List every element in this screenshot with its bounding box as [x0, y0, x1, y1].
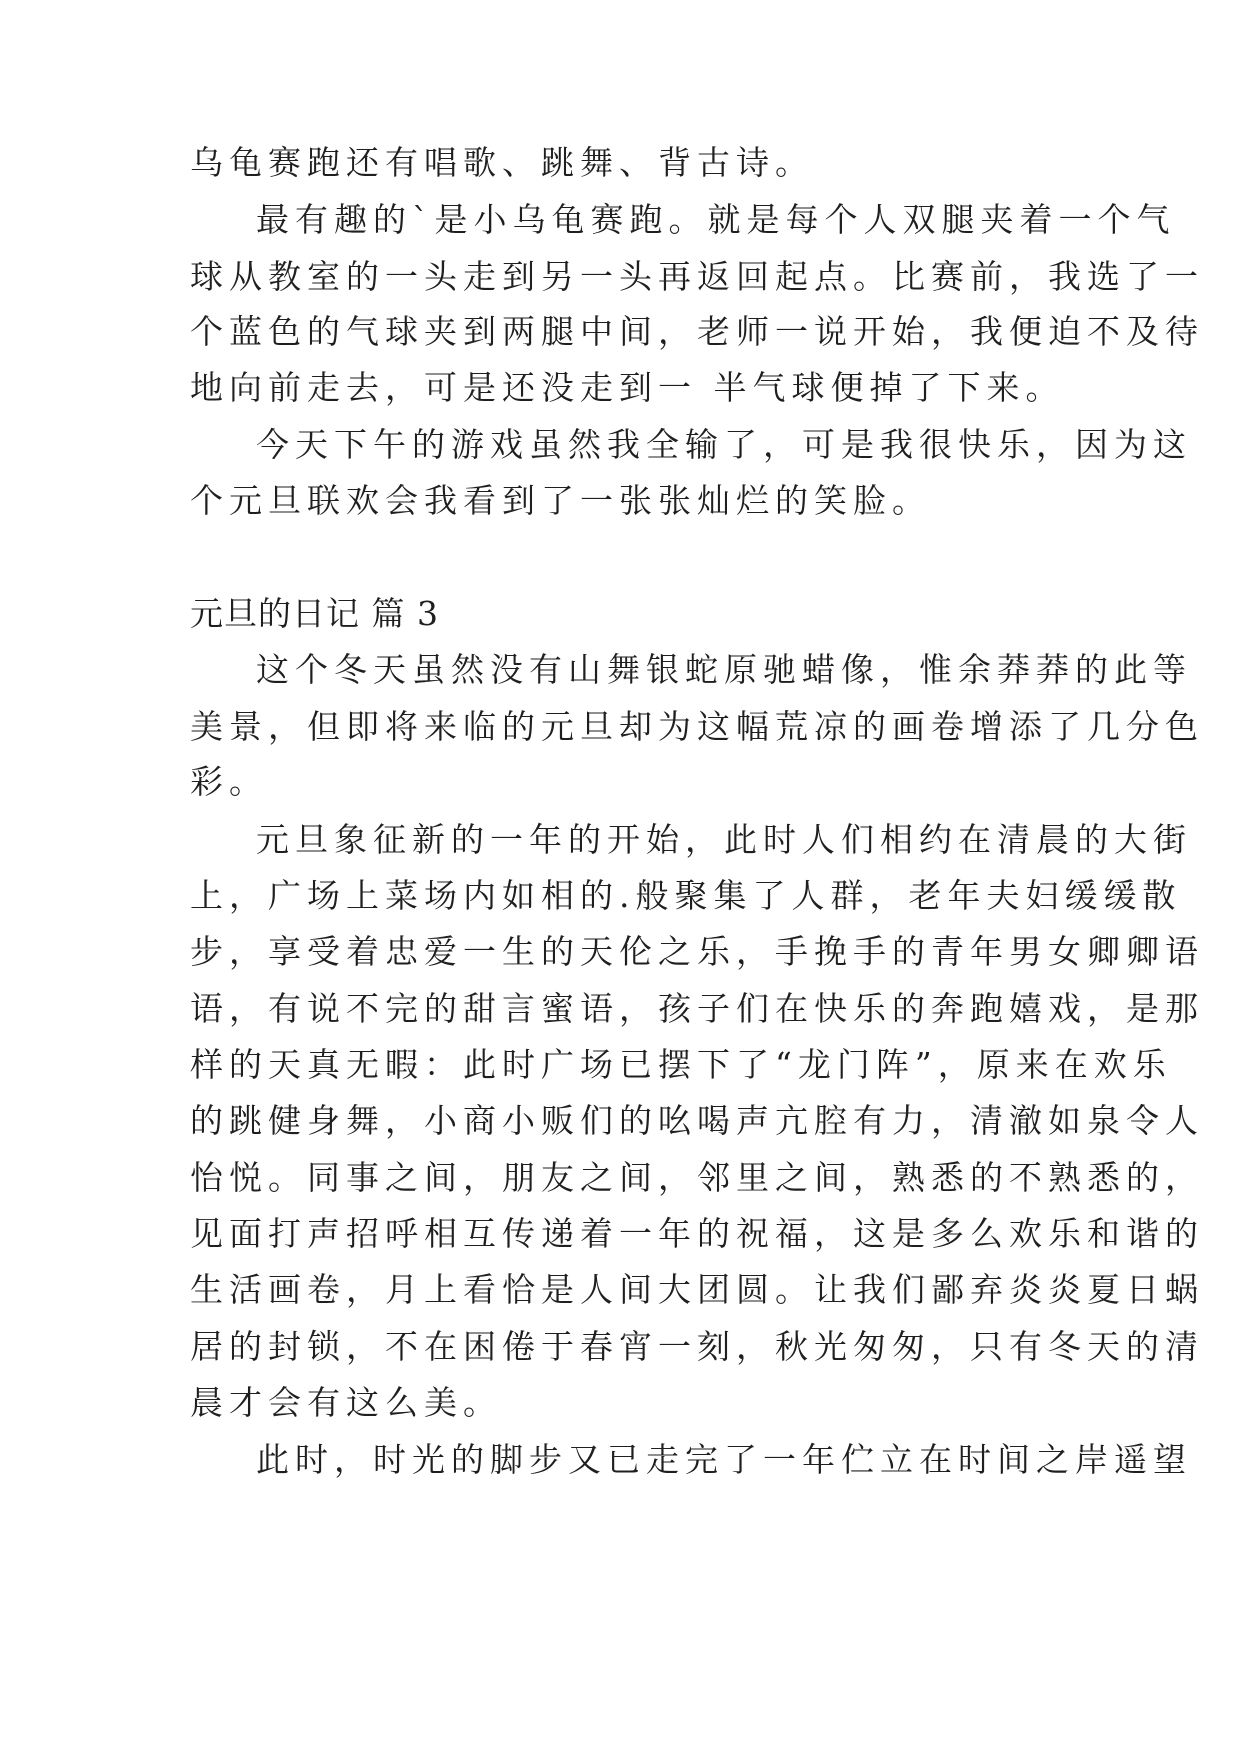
document-page: [190, 0, 1204, 1754]
paragraph-line: 个蓝色的气球夹到两腿中间，老师一说开始，我便迫不及待: [190, 312, 1204, 351]
paragraph-line: 生活画卷，月上看恰是人间大团圆。让我们鄙弃炎炎夏日蜗: [190, 1270, 1204, 1309]
paragraph-line: 怡悦。同事之间，朋友之间，邻里之间，熟悉的不熟悉的，: [190, 1158, 1204, 1197]
paragraph-line: 晨才会有这么美。: [190, 1383, 502, 1422]
paragraph-line: 球从教室的一头走到另一头再返回起点。比赛前，我选了一: [190, 257, 1204, 296]
paragraph-line: 见面打声招呼相互传递着一年的祝福，这是多么欢乐和谐的: [190, 1214, 1204, 1253]
paragraph-line: 语，有说不完的甜言蜜语，孩子们在快乐的奔跑嬉戏，是那: [190, 989, 1204, 1028]
paragraph-line: 彩。: [190, 762, 268, 801]
paragraph-line: 步，享受着忠爱一生的天伦之乐，手挽手的青年男女卿卿语: [190, 932, 1204, 971]
paragraph-line: 今天下午的游戏虽然我全输了，可是我很快乐，因为这: [256, 425, 1192, 464]
paragraph-line: 最有趣的`是小乌龟赛跑。就是每个人双腿夹着一个气: [256, 200, 1176, 239]
paragraph-line: 样的天真无暇：此时广场已摆下了“龙门阵”，原来在欢乐: [190, 1045, 1172, 1084]
paragraph-line: 乌龟赛跑还有唱歌、跳舞、背古诗。: [190, 143, 814, 182]
paragraph-line: 地向前走去，可是还没走到一 半气球便掉了下来。: [190, 368, 1065, 407]
section-heading: 元旦的日记 篇 3: [190, 594, 439, 633]
paragraph-line: 美景，但即将来临的元旦却为这幅荒凉的画卷增添了几分色: [190, 707, 1204, 746]
paragraph-line: 这个冬天虽然没有山舞银蛇原驰蜡像，惟余莽莽的此等: [256, 650, 1192, 689]
paragraph-line: 此时，时光的脚步又已走完了一年伫立在时间之岸遥望: [256, 1440, 1192, 1479]
paragraph-line: 元旦象征新的一年的开始，此时人们相约在清晨的大街: [256, 820, 1192, 859]
paragraph-line: 个元旦联欢会我看到了一张张灿烂的笑脸。: [190, 481, 931, 520]
paragraph-line: 的跳健身舞，小商小贩们的吆喝声亢腔有力，清澈如泉令人: [190, 1101, 1204, 1140]
paragraph-line: 上，广场上菜场内如相的.般聚集了人群，老年夫妇缓缓散: [190, 876, 1182, 915]
paragraph-line: 居的封锁，不在困倦于春宵一刻，秋光匆匆，只有冬天的清: [190, 1327, 1204, 1366]
